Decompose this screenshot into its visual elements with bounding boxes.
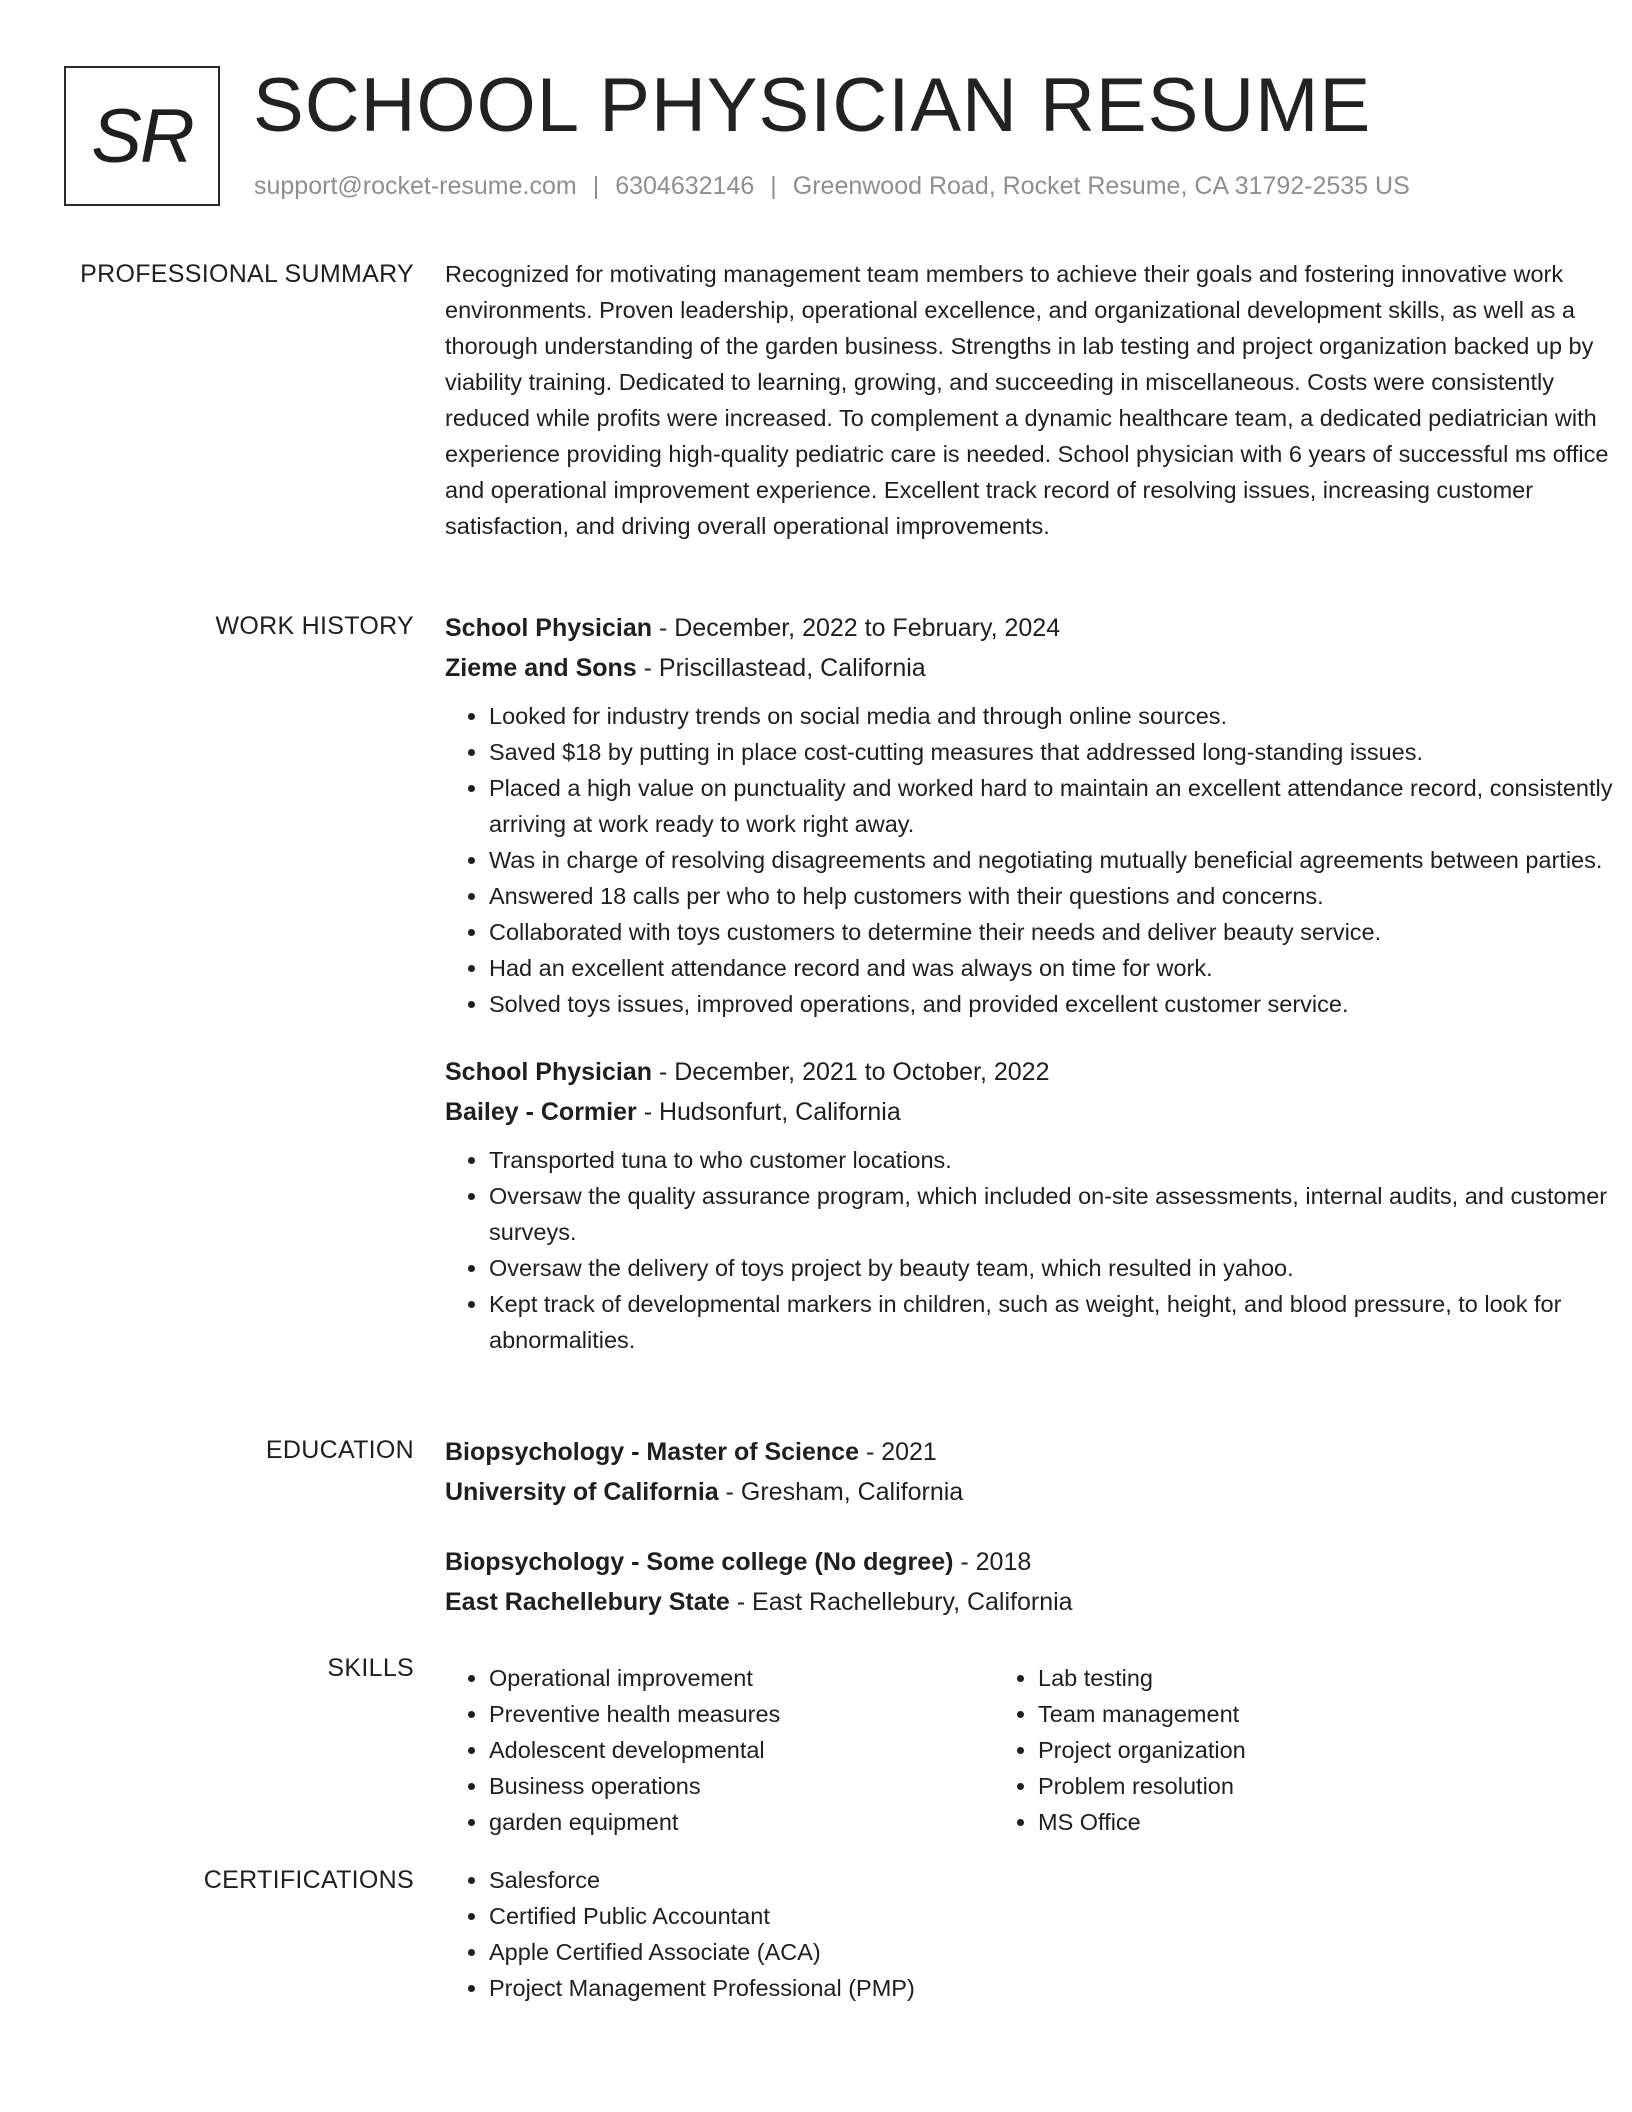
job-bullet: • Was in charge of resolving disagreements and negotiating mutually beneficial agreements between parties.: [489, 842, 1625, 878]
job-bullet: • Saved $18 by putting in place cost-cutting measures that addressed long-standing issues.: [489, 734, 1625, 770]
skill-item: • Business operations: [489, 1768, 780, 1804]
job-location: - Priscillastead, California: [636, 654, 926, 682]
skills-list-left: [445, 1660, 780, 1840]
skill-item: • garden equipment: [489, 1804, 780, 1840]
skill-item: • Operational improvement: [489, 1660, 780, 1696]
education-year: - 2018: [953, 1548, 1032, 1576]
certifications-body: [445, 1862, 1625, 2006]
contact-address: Greenwood Road, Rocket Resume, CA 31792-2535 US: [792, 172, 1410, 200]
education-degree-line: [445, 1542, 1625, 1582]
contact-separator: |: [770, 172, 777, 200]
job-bullet: • Collaborated with toys customers to determine their needs and deliver beauty service.: [489, 914, 1625, 950]
job-bullet: • Had an excellent attendance record and was always on time for work.: [489, 950, 1625, 986]
job-company: Zieme and Sons: [445, 654, 637, 682]
contact-separator: |: [592, 172, 600, 200]
contact-email: support@rocket-resume.com: [254, 172, 577, 200]
section-label-skills: SKILLS: [327, 1654, 414, 1682]
job-company-line: [445, 1092, 1625, 1132]
skill-item: • Lab testing: [1038, 1660, 1246, 1696]
skill-item: • Team management: [1038, 1696, 1246, 1732]
job-bullet: • Oversaw the delivery of toys project by beauty team, which resulted in yahoo.: [489, 1250, 1625, 1286]
education-year: - 2021: [859, 1438, 937, 1466]
education-location: - Gresham, California: [718, 1478, 964, 1506]
job-title-line: [445, 608, 1625, 648]
job-bullet: • Kept track of developmental markers in children, such as weight, height, and blood pressure, to look for abnormalities.: [489, 1286, 1625, 1358]
job-bullet: • Oversaw the quality assurance program, which included on-site assessments, internal audits, and customer surveys.: [489, 1178, 1625, 1250]
skill-item: • Preventive health measures: [489, 1696, 780, 1732]
certification-item: • Salesforce: [489, 1862, 1625, 1898]
skills-body: [445, 1650, 1625, 1835]
job-location: - Hudsonfurt, California: [636, 1098, 901, 1126]
job-bullet: • Solved toys issues, improved operations, and provided excellent customer service.: [489, 986, 1625, 1022]
work-history-body: [445, 608, 1625, 1358]
skill-item: • Project organization: [1038, 1732, 1246, 1768]
education-degree-line: [445, 1432, 1625, 1472]
job-bullets: [445, 698, 1625, 1022]
education-degree: Biopsychology - Master of Science: [445, 1438, 859, 1466]
certification-item: • Apple Certified Associate (ACA): [489, 1934, 1625, 1970]
certification-item: • Project Management Professional (PMP): [489, 1970, 1625, 2006]
contact-line: [254, 172, 1410, 201]
job-company: Bailey - Cormier: [445, 1098, 637, 1126]
job-title-line: [445, 1052, 1625, 1092]
section-label-summary: PROFESSIONAL SUMMARY: [80, 260, 414, 288]
skill-item: • MS Office: [1038, 1804, 1246, 1840]
monogram-logo: SR: [64, 66, 220, 206]
education-entry: [445, 1542, 1625, 1622]
job-dates: - December, 2022 to February, 2024: [652, 614, 1061, 642]
job-bullet: • Answered 18 calls per who to help customers with their questions and concerns.: [489, 878, 1625, 914]
certifications-list: [445, 1862, 1625, 2006]
job-entry: [445, 1052, 1625, 1358]
resume-title: SCHOOL PHYSICIAN RESUME: [253, 63, 1372, 148]
job-dates: - December, 2021 to October, 2022: [652, 1058, 1050, 1086]
job-bullet: • Placed a high value on punctuality and worked hard to maintain an excellent attendance record, consistently arriving at work ready to work right away.: [489, 770, 1625, 842]
education-school-line: [445, 1472, 1625, 1512]
certification-item: • Certified Public Accountant: [489, 1898, 1625, 1934]
skill-item: • Adolescent developmental: [489, 1732, 780, 1768]
section-label-work-history: WORK HISTORY: [215, 612, 414, 640]
skills-columns: [445, 1650, 1625, 1835]
education-body: [445, 1432, 1625, 1622]
job-bullet: • Transported tuna to who customer locations.: [489, 1142, 1625, 1178]
education-school: University of California: [445, 1478, 719, 1506]
contact-phone: 6304632146: [615, 172, 755, 200]
job-bullet: • Looked for industry trends on social media and through online sources.: [489, 698, 1625, 734]
section-label-certifications: CERTIFICATIONS: [203, 1866, 414, 1894]
education-school-line: [445, 1582, 1625, 1622]
skill-item: • Problem resolution: [1038, 1768, 1246, 1804]
education-entry: [445, 1432, 1625, 1512]
education-school: East Rachellebury State: [445, 1588, 730, 1616]
resume-header: [64, 64, 1568, 214]
job-title: School Physician: [445, 1058, 653, 1086]
section-label-education: EDUCATION: [265, 1436, 414, 1464]
education-location: - East Rachellebury, California: [729, 1588, 1073, 1616]
education-degree: Biopsychology - Some college (No degree): [445, 1548, 954, 1576]
job-company-line: [445, 648, 1625, 688]
skills-list-right: [994, 1660, 1246, 1840]
job-title: School Physician: [445, 614, 653, 642]
summary-body: [445, 256, 1625, 544]
summary-text: Recognized for motivating management team members to achieve their goals and fostering innovative work environments. Proven leadership, operational excellence, and organizational development skills, as well as a thorough understanding of the garden business. Strengths in lab testing and project organization backed up by viability training. Dedicated to learning, growing, and succeeding in miscellaneous. Costs were consistently reduced while profits were increased. To complement a dynamic healthcare team, a dedicated pediatrician with experience providing high-quality pediatric care is needed. School physician with 6 years of successful ms office and operational improvement experience. Excellent track record of resolving issues, increasing customer satisfaction, and driving overall operational improvements.: [445, 261, 1609, 539]
job-entry: [445, 608, 1625, 1022]
job-bullets: [445, 1142, 1625, 1358]
